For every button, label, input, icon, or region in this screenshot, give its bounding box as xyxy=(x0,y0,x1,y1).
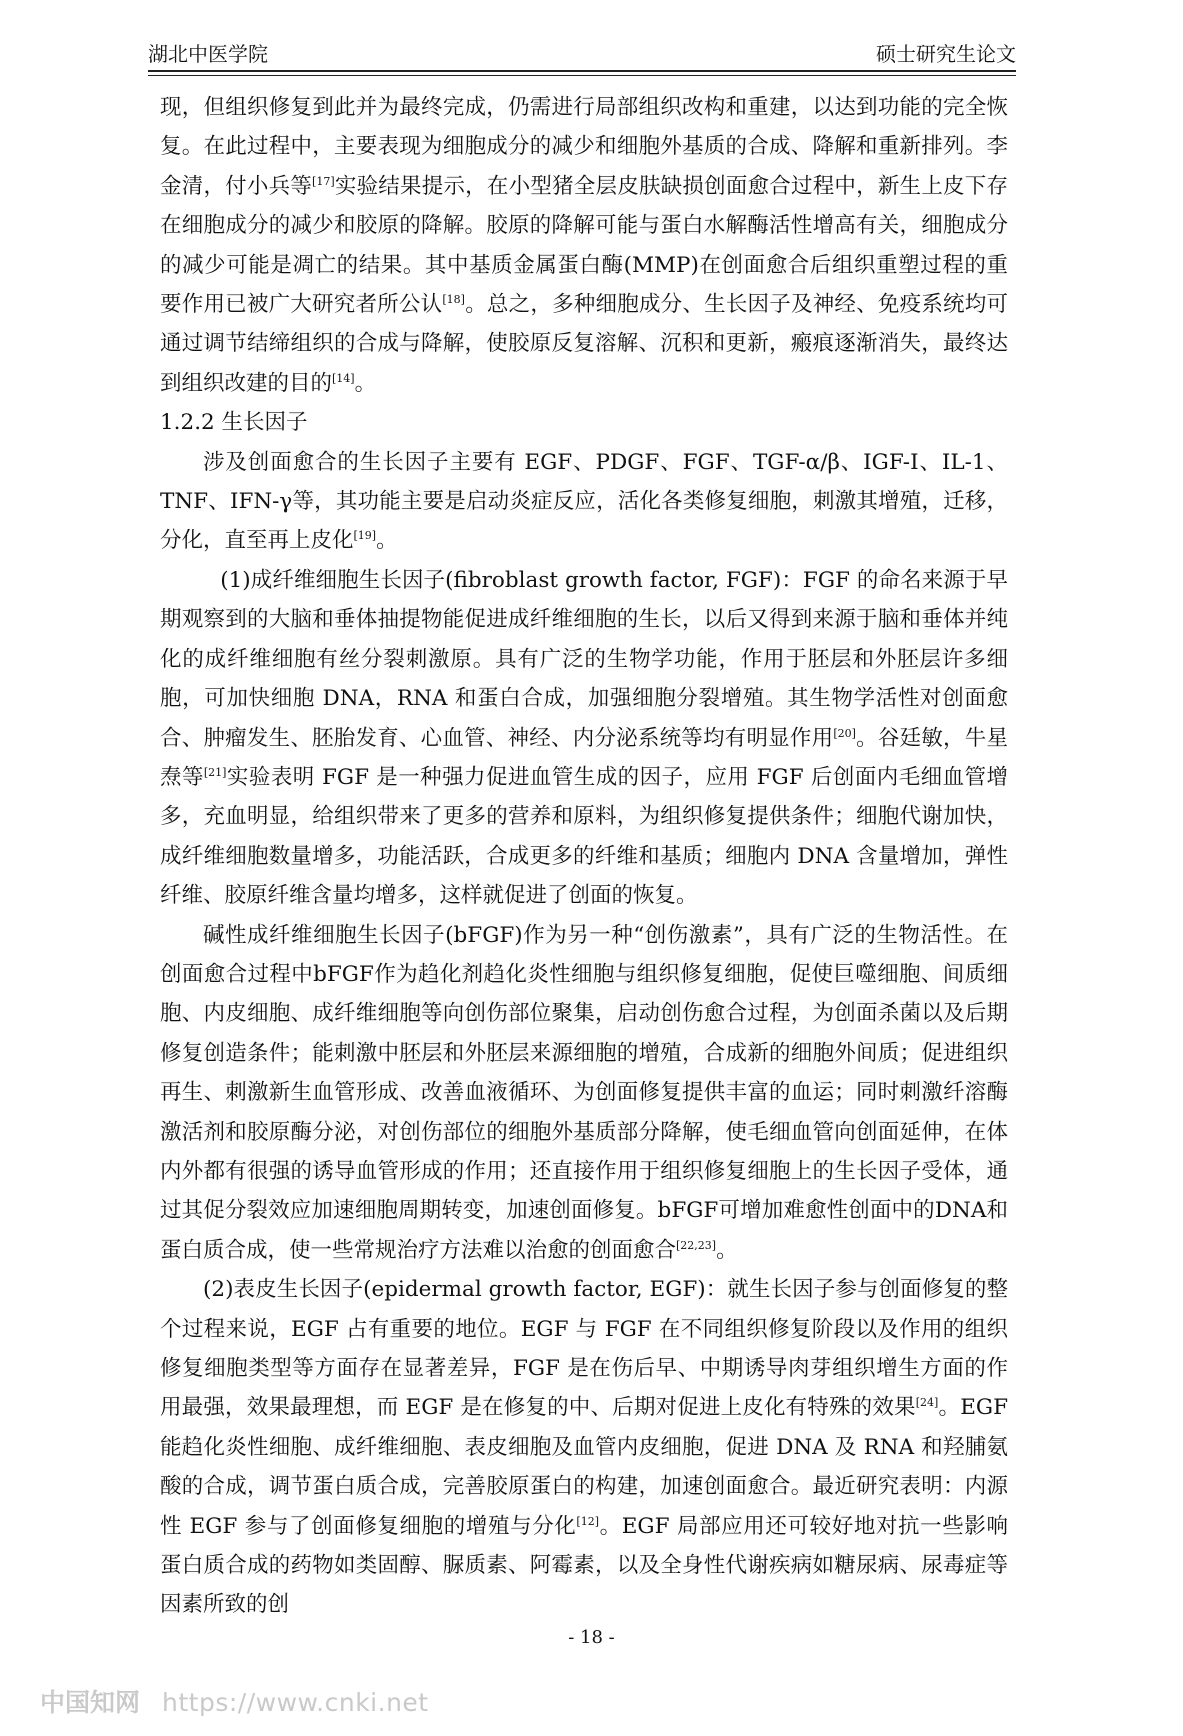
text-run: 碱性成纤维细胞生长因子(bFGF)作为另一种“创伤激素”，具有广泛的生物活性。在创面愈合过程中bFGF作为趋化剂趋化炎性细胞与组织修复细胞，促使巨噬细胞、间质细胞、内皮细胞、成纤维细胞等向创伤部位聚集，启动创伤愈合过程，为创面杀菌以及后期修复创造条件；能刺激中胚层和外胚层来源细胞的增殖，合成新的细胞外间质；促进组织再生、刺激新生血管形成、改善血液循环、为创面修复提供丰富的血运；同时刺激纤溶酶激活剂和胶原酶分泌，对创伤部位的细胞外基质部分降解，使毛细血管向创面延伸，在体内外都有很强的诱导血管形成的作用；还直接作用于组织修复细胞上的生长因子受体，通过其促分裂效应加速细胞周期转变，加速创面修复。bFGF可增加难愈性创面中的DNA和蛋白质合成，使一些常规治疗方法难以治愈的创面愈合 xyxy=(160,922,1008,1263)
text-run: 。 xyxy=(376,528,398,554)
paragraph xyxy=(160,916,1008,1271)
paragraph xyxy=(160,1270,1008,1625)
paragraph xyxy=(160,443,1008,561)
text-run: 。 xyxy=(354,370,377,396)
header-rule-thin xyxy=(148,75,1016,76)
citation-ref: [12] xyxy=(576,1514,600,1528)
watermark-brand: 中国知网 xyxy=(40,1688,141,1717)
paragraph xyxy=(160,88,1008,403)
text-run: 。EGF 能趋化炎性细胞、成纤维细胞、表皮细胞及血管内皮细胞，促进 DNA 及 RNA 和羟脯氨酸的合成，调节蛋白质合成，完善胶原蛋白的构建，加速创面愈合。最近研究表明：内源性 EGF 参与了创面修复细胞的增殖与分化 xyxy=(160,1395,1008,1539)
citation-ref: [24] xyxy=(915,1396,939,1410)
section-heading xyxy=(160,403,1008,442)
text-run: 实验表明 FGF 是一种强力促进血管生成的因子，应用 FGF 后创面内毛细血管增多，充血明显，给组织带来了更多的营养和原料，为组织修复提供条件；细胞代谢加快，成纤维细胞数量增多，功能活跃，合成更多的纤维和基质；细胞内 DNA 含量增加，弹性纤维、胶原纤维含量均增多，这样就促进了创面的恢复。 xyxy=(160,764,1008,909)
page-header xyxy=(148,32,1016,64)
citation-ref: [18] xyxy=(442,292,465,306)
citation-ref: [19] xyxy=(353,529,377,543)
text-run: 涉及创面愈合的生长因子主要有 EGF、PDGF、FGF、TGF-α/β、IGF-I、IL-1、TNF、IFN-γ等，其功能主要是启动炎症反应，活化各类修复细胞，刺激其增殖，迁移，分化，直至再上皮化 xyxy=(160,449,1008,554)
header-thesis-type: 硕士研究生论文 xyxy=(876,42,1016,66)
citation-ref: [21] xyxy=(203,765,227,779)
text-run: 。EGF 局部应用还可较好地对抗一些影响蛋白质合成的药物如类固醇、脲质素、阿霉素，以及全身性代谢疾病如糖尿病、尿毒症等因素所致的创 xyxy=(160,1513,1008,1618)
text-run: 。 xyxy=(716,1237,738,1263)
text-run: (2)表皮生长因子(epidermal growth factor, EGF)：就生长因子参与创面修复的整个过程来说，EGF 占有重要的地位。EGF 与 FGF 在不同组织修复阶段以及作用的组织修复细胞类型等方面存在显著差异，FGF 是在伤后早、中期诱导肉芽组织增生方面的作用最强，效果最理想，而 EGF 是在修复的中、后期对促进上皮化有特殊的效果 xyxy=(160,1277,1008,1421)
watermark-url: https://www.cnki.net xyxy=(162,1688,429,1717)
citation-ref: [22,23] xyxy=(676,1238,717,1252)
text-run: 。谷廷敏，牛星焘等 xyxy=(160,725,1008,790)
citation-ref: [14] xyxy=(332,371,355,385)
citation-ref: [17] xyxy=(312,174,335,188)
citation-ref: [20] xyxy=(833,726,856,740)
page-number: - 18 - xyxy=(568,1627,615,1648)
header-rule-thick xyxy=(148,70,1016,72)
text-run: 1.2.2 生长因子 xyxy=(160,410,308,436)
text-run: 。总之，多种细胞成分、生长因子及神经、免疫系统均可通过调节结缔组织的合成与降解，使胶原反复溶解、沉积和更新，瘢痕逐渐消失，最终达到组织改建的目的 xyxy=(160,292,1008,396)
text-run: (1)成纤维细胞生长因子(fibroblast growth factor, FGF)：FGF 的命名来源于早期观察到的大脑和垂体抽提物能促进成纤维细胞的生长，以后又得到来源于脑和垂体并纯化的成纤维细胞有丝分裂刺激原。具有广泛的生物学功能，作用于胚层和外胚层许多细胞，可加快细胞 DNA，RNA 和蛋白合成，加强细胞分裂增殖。其生物学活性对创面愈合、肿瘤发生、胚胎发育、心血管、神经、内分泌系统等均有明显作用 xyxy=(160,567,1008,751)
text-run: 实验结果提示，在小型猪全层皮肤缺损创面愈合过程中，新生上皮下存在细胞成分的减少和胶原的降解。胶原的降解可能与蛋白水解酶活性增高有关，细胞成分的减少可能是凋亡的结果。其中基质金属蛋白酶(MMP)在创面愈合后组织重塑过程的重要作用已被广大研究者所公认 xyxy=(160,173,1008,318)
text-run: 现，但组织修复到此并为最终完成，仍需进行局部组织改构和重建，以达到功能的完全恢复。在此过程中，主要表现为细胞成分的减少和细胞外基质的合成、降解和重新排列。李金清，付小兵等 xyxy=(160,95,1008,199)
body-text xyxy=(160,88,1008,1625)
header-institution: 湖北中医学院 xyxy=(148,42,268,66)
paragraph xyxy=(160,561,1008,916)
cnki-watermark xyxy=(40,1683,429,1719)
